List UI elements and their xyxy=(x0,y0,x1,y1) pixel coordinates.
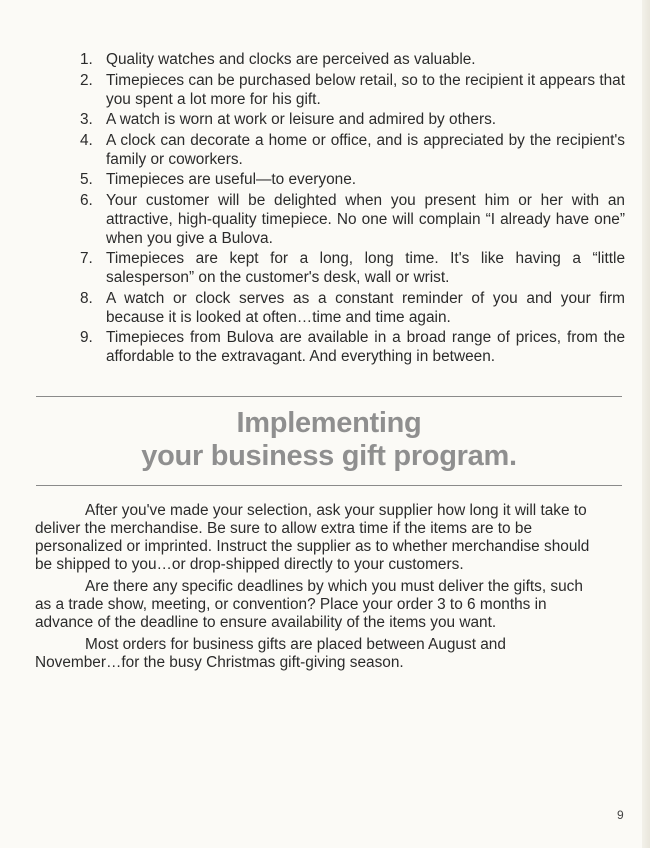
page-edge xyxy=(642,0,650,848)
heading-line-2: your business gift program. xyxy=(141,440,517,472)
list-item xyxy=(80,50,625,69)
section-heading xyxy=(36,407,622,473)
list-item xyxy=(80,191,625,248)
list-item xyxy=(80,110,625,129)
list-text: A watch or clock serves as a constant reminder of you and your firm because it is looked at often…time and time again. xyxy=(106,289,625,326)
list-number: 1. xyxy=(80,51,93,68)
paragraph: Most orders for business gifts are placed between August and November…for the busy Christmas gift-giving season. xyxy=(35,636,506,671)
list-item xyxy=(80,170,625,189)
list-text: Timepieces from Bulova are available in a broad range of prices, from the affordable to the extravagant. And everything in between. xyxy=(106,329,625,365)
list-text: Your customer will be delighted when you present him or her with an attractive, high-quality timepiece. No one will complain “I already have one” when you give a Bulova. xyxy=(106,191,625,247)
body-text xyxy=(35,502,595,676)
list-number: 5. xyxy=(80,171,93,188)
list-number: 2. xyxy=(80,71,93,89)
section-divider-top xyxy=(36,396,622,397)
list-text: A watch is worn at work or leisure and admired by others. xyxy=(106,111,497,128)
list-item xyxy=(80,71,625,109)
list-text: Timepieces can be purchased below retail, so to the recipient it appears that you spent a lot more for his gift. xyxy=(106,71,625,108)
list-item xyxy=(80,131,625,169)
heading-line-1: Implementing xyxy=(236,407,422,439)
list-text: Timepieces are useful—to everyone. xyxy=(106,171,357,188)
page-number: 9 xyxy=(617,808,624,822)
list-text: A clock can decorate a home or office, and is appreciated by the recipient's family or coworkers. xyxy=(106,131,625,168)
list-item xyxy=(80,328,625,366)
section-divider-bottom xyxy=(36,485,622,486)
paragraph: Are there any specific deadlines by which you must deliver the gifts, such as a trade show, meeting, or convention? Place your order 3 to 6 months in advance of the deadline to ensure availability of the items you want. xyxy=(35,578,583,631)
list-item xyxy=(80,249,625,287)
paragraph: After you've made your selection, ask your supplier how long it will take to deliver the merchandise. Be sure to allow extra time if the items are to be personalized or imprinted. Instruct the supplier as to whether merchandise should be shipped to you…or drop-shipped directly to your customers. xyxy=(35,502,590,573)
benefits-list xyxy=(80,50,625,368)
list-number: 8. xyxy=(80,289,93,307)
list-number: 4. xyxy=(80,131,93,149)
list-number: 7. xyxy=(80,250,93,267)
list-text: Timepieces are kept for a long, long time. It's like having a “little salesperson” on the customer's desk, wall or wrist. xyxy=(106,250,625,286)
list-number: 9. xyxy=(80,329,93,346)
list-text: Quality watches and clocks are perceived as valuable. xyxy=(106,51,476,68)
list-item xyxy=(80,289,625,327)
list-number: 6. xyxy=(80,191,93,209)
list-number: 3. xyxy=(80,111,93,128)
